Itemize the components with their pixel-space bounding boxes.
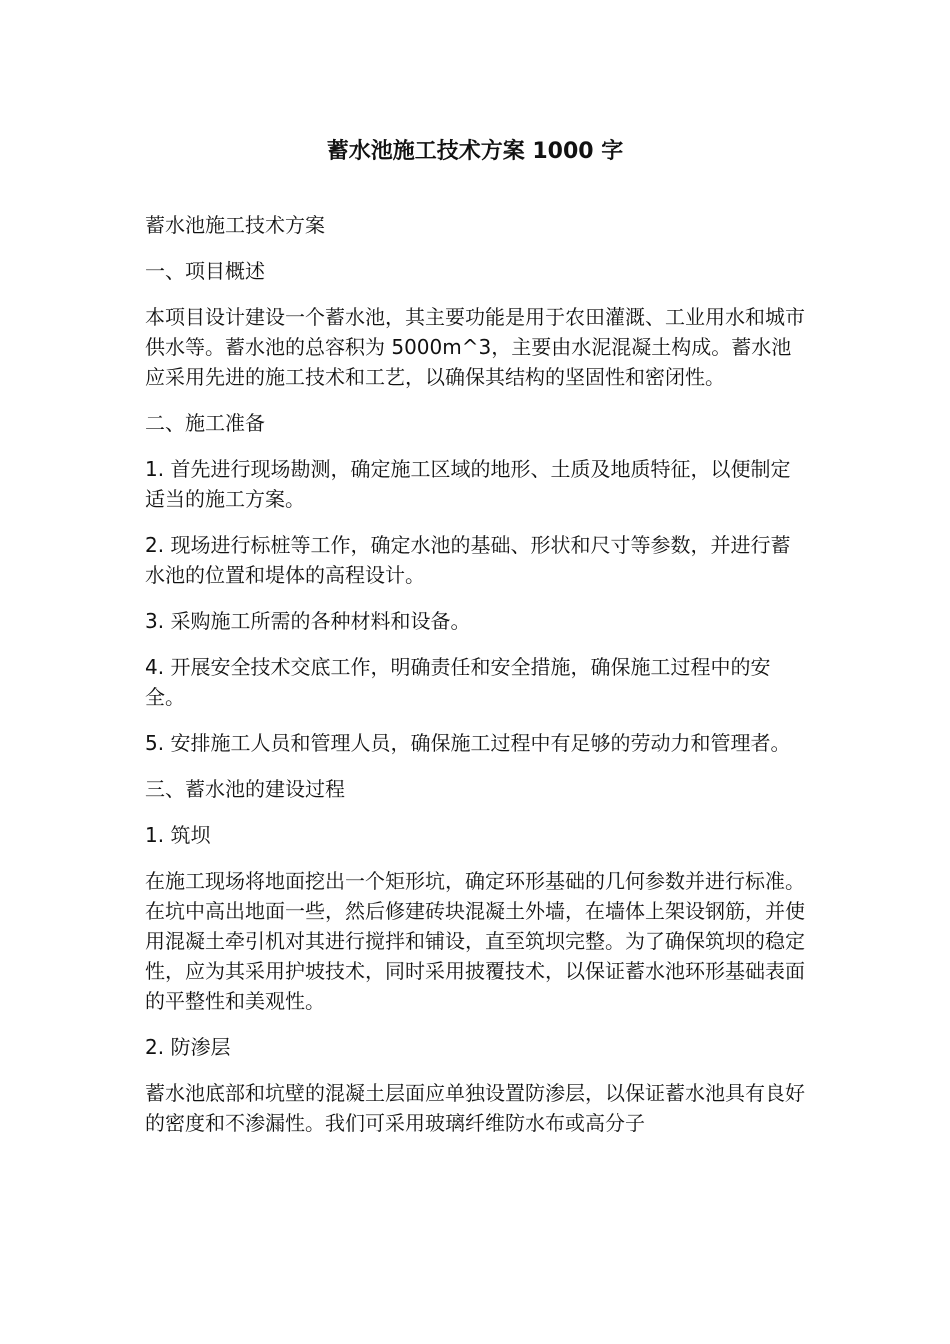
subsection-heading: 1. 筑坝 — [145, 823, 211, 847]
list-item: 3. 采购施工所需的各种材料和设备。 — [145, 609, 471, 633]
section-heading: 二、施工准备 — [145, 411, 265, 435]
list-item: 1. 首先进行现场勘测，确定施工区域的地形、土质及地质特征，以便制定适当的施工方案。 — [145, 457, 791, 511]
paragraph: 本项目设计建设一个蓄水池，其主要功能是用于农田灌溉、工业用水和城市供水等。蓄水池的总容积为 5000m^3，主要由水泥混凝土构成。蓄水池应采用先进的施工技术和工艺，以确保其结构的坚固性和密闭性。 — [145, 305, 805, 389]
document-title: 蓄水池施工技术方案 1000 字 — [326, 139, 624, 164]
subsection-heading: 2. 防渗层 — [145, 1035, 231, 1059]
section-heading: 三、蓄水池的建设过程 — [145, 777, 345, 801]
section-heading: 蓄水池施工技术方案 — [145, 213, 325, 237]
paragraph: 在施工现场将地面挖出一个矩形坑，确定环形基础的几何参数并进行标准。在坑中高出地面一些，然后修建砖块混凝土外墙，在墙体上架设钢筋，并使用混凝土牵引机对其进行搅拌和铺设，直至筑坝完整。为了确保筑坝的稳定性，应为其采用护坡技术，同时采用披覆技术，以保证蓄水池环形基础表面的平整性和美观性。 — [145, 869, 805, 1013]
section-heading: 一、项目概述 — [145, 259, 265, 283]
list-item: 4. 开展安全技术交底工作，明确责任和安全措施，确保施工过程中的安全。 — [145, 655, 771, 709]
list-item: 5. 安排施工人员和管理人员，确保施工过程中有足够的劳动力和管理者。 — [145, 731, 791, 755]
document-body — [145, 210, 805, 1154]
paragraph: 蓄水池底部和坑壁的混凝土层面应单独设置防渗层，以保证蓄水池具有良好的密度和不渗漏性。我们可采用玻璃纤维防水布或高分子 — [145, 1081, 805, 1135]
list-item: 2. 现场进行标桩等工作，确定水池的基础、形状和尺寸等参数，并进行蓄水池的位置和堤体的高程设计。 — [145, 533, 791, 587]
